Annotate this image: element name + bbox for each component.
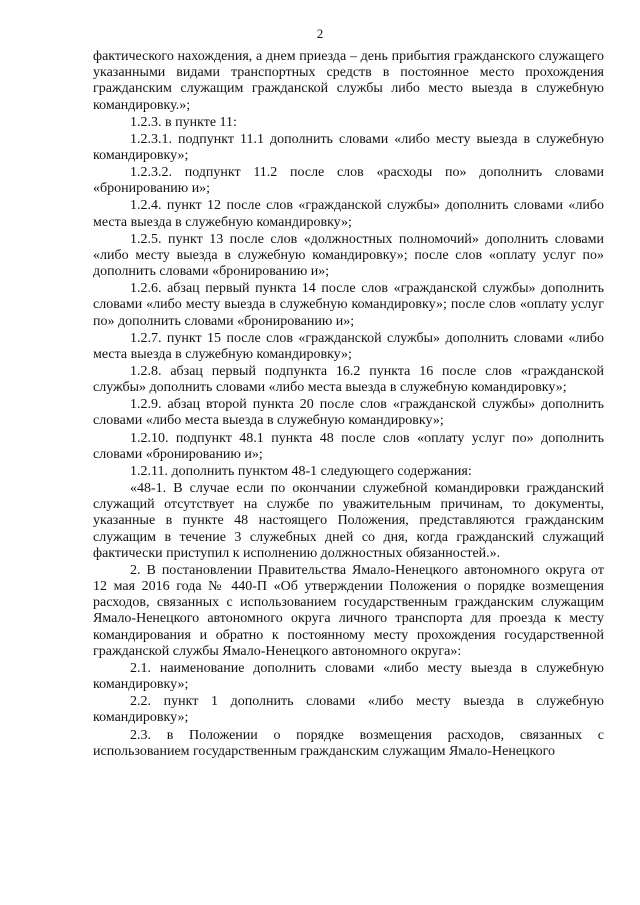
paragraph: 1.2.10. подпункт 48.1 пункта 48 после слов «оплату услуг по» дополнить словами «бронированию и»; — [93, 430, 604, 462]
paragraph: 2.2. пункт 1 дополнить словами «либо месту выезда в служебную командировку»; — [93, 694, 604, 726]
paragraph: 2.1. наименование дополнить словами «либо месту выезда в служебную командировку»; — [93, 660, 604, 693]
paragraph: 1.2.4. пункт 12 после слов «гражданской службы» дополнить словами «либо места выезда в служебную командировку»; — [93, 198, 604, 230]
document-body — [93, 49, 604, 761]
paragraph: 1.2.11. дополнить пунктом 48-1 следующего содержания: — [130, 463, 472, 479]
paragraph: 2.3. в Положении о порядке возмещения расходов, связанных с использованием государственным гражданским служащим Ямало-Ненецкого — [93, 727, 604, 759]
paragraph: 1.2.3. в пункте 11: — [130, 114, 237, 130]
paragraph: 1.2.6. абзац первый пункта 14 после слов «гражданской службы» дополнить словами «либо месту выезда в служебную командировку»; после слов «оплату услуг по» дополнить словами «бронированию и»; — [93, 281, 604, 329]
paragraph: 1.2.9. абзац второй пункта 20 после слов «гражданской службы» дополнить словами «либо места выезда в служебную командировку»; — [93, 397, 604, 429]
page-number: 2 — [316, 26, 324, 41]
paragraph: 1.2.3.2. подпункт 11.2 после слов «расходы по» дополнить словами «бронированию и»; — [93, 165, 604, 197]
paragraph: 1.2.5. пункт 13 после слов «должностных полномочий» дополнить словами «либо месту выезда в служебную командировку»; после слов «оплату услуг по» дополнить словами «бронированию и»; — [93, 231, 604, 280]
paragraph: «48-1. В случае если по окончании служебной командировки гражданский служащий отсутствует на службе по уважительным причинам, то документы, указанные в пункте 48 настоящего Положения, представляются гражданским служащим в течение 3 служебных дней со дня, когда гражданский служащий фактически приступил к исполнению должностных обязанностей.». — [93, 480, 604, 561]
paragraph: 2. В постановлении Правительства Ямало-Ненецкого автономного округа от 12 мая 2016 года № 440-П «Об утверждении Положения о порядке возмещения расходов, связанных с использованием государственным гражданским служащим Ямало-Ненецкого автономного округа личного транспорта для проезда к месту командирования и обратно к постоянному месту прохождения государственной гражданской службы Ямало-Ненецкого автономного округа»: — [93, 562, 604, 659]
paragraph: фактического нахождения, а днем приезда – день прибытия гражданского служащего указанными видами транспортных средств в постоянное место прохождения гражданским служащим гражданской службы либо место выезда в служебную командировку.»; — [93, 49, 604, 113]
paragraph: 1.2.8. абзац первый подпункта 16.2 пункта 16 после слов «гражданской службы» дополнить словами «либо места выезда в служебную командировку»; — [93, 363, 604, 396]
paragraph: 1.2.7. пункт 15 после слов «гражданской службы» дополнить словами «либо места выезда в служебную командировку»; — [93, 330, 604, 362]
paragraph: 1.2.3.1. подпункт 11.1 дополнить словами «либо месту выезда в служебную командировку»; — [93, 131, 604, 163]
